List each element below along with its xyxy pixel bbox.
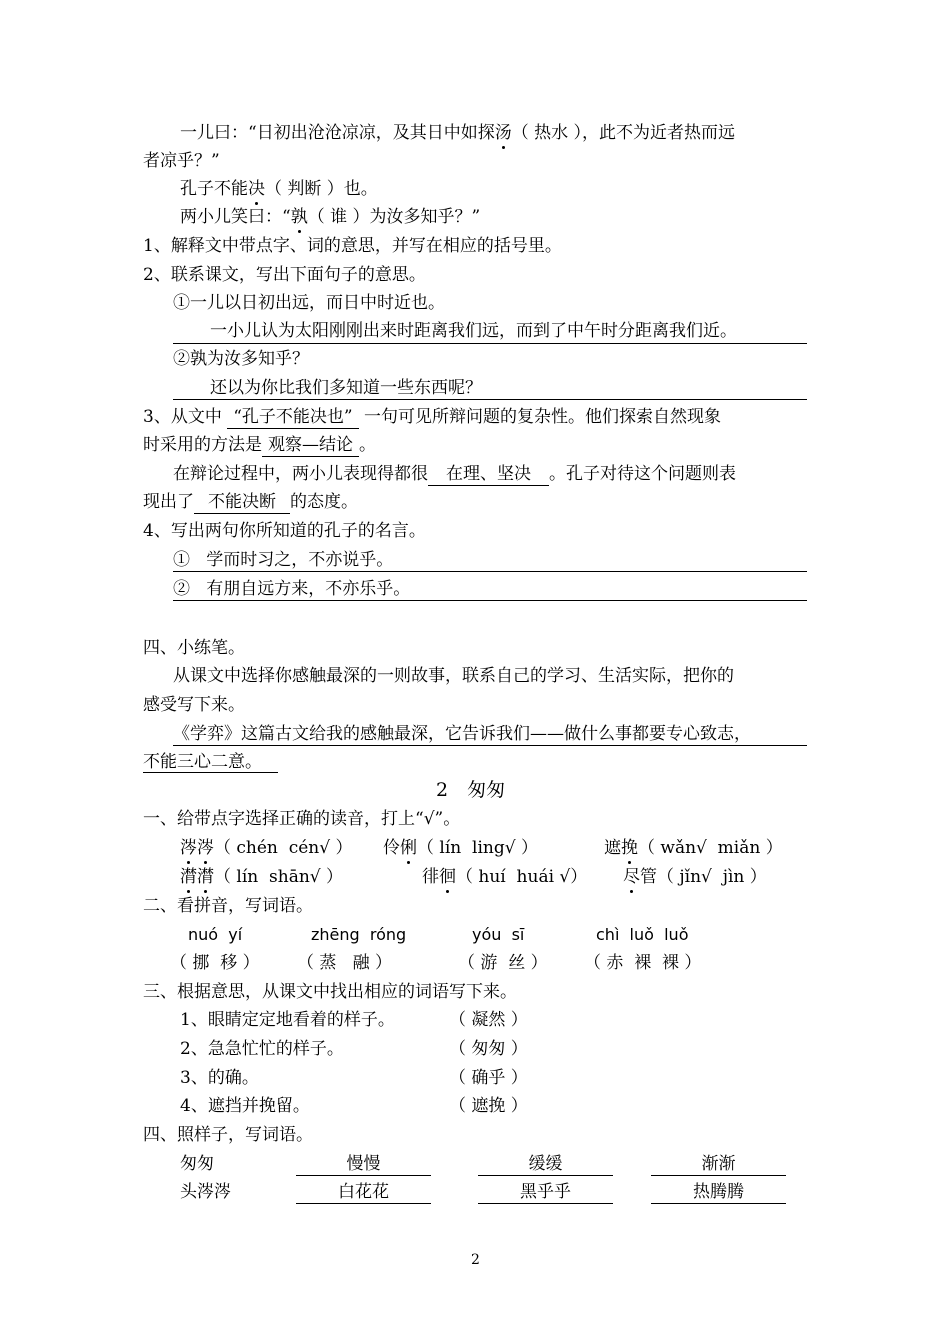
essay-answer: 《学弈》这篇古文给我的感触最深，它告诉我们——做什么事都要专心致志， xyxy=(173,724,751,744)
word-answer: （ 赤 裸 裸 ） xyxy=(584,953,702,973)
pinyin: nuó yí xyxy=(188,925,243,944)
reading-item: 徘徊（ huí huái √） xyxy=(422,867,588,887)
definition: 3、的确。 xyxy=(180,1068,259,1088)
lesson-title: 2 匆匆 xyxy=(436,779,506,801)
answer-2a: 一小儿认为太阳刚刚出来时距离我们远，而到了中午时分距离我们近。 xyxy=(210,321,737,341)
answer-blank: 不能决断 xyxy=(194,491,290,514)
question-2b: ②孰为汝多知乎？ xyxy=(173,349,309,369)
answer-blank: “孔子不能决也” xyxy=(227,406,358,429)
reading-item: 涔涔（ chén cén√ ） xyxy=(180,838,353,858)
reading-item: 尽管（ jǐn√ jìn ） xyxy=(623,867,767,887)
answer-blank: 在理、坚决 xyxy=(428,463,549,486)
question-2: 2、联系课文，写出下面句子的意思。 xyxy=(143,265,426,285)
definition-answer: （ 确乎 ） xyxy=(449,1068,528,1088)
pinyin: yóu sī xyxy=(472,925,525,944)
answer-4b: ② 有朋自远方来，不亦乐乎。 xyxy=(173,579,411,599)
question-3: 3、从文中 “孔子不能决也” 一句可见所辩问题的复杂性。他们探索自然现象 xyxy=(143,407,722,427)
answer-line xyxy=(173,600,807,601)
text-line: 者凉乎？” xyxy=(143,151,220,171)
page-number: 2 xyxy=(471,1252,480,1268)
text-line: 孔子不能决（ 判断 ）也。 xyxy=(180,179,378,199)
prompt-line: 从课文中选择你感触最深的一则故事，联系自己的学习、生活实际，把你的 xyxy=(173,666,734,686)
example-answer: 热腾腾 xyxy=(651,1181,786,1204)
essay-answer: 不能三心二意。 xyxy=(143,752,262,772)
section-4: 四、照样子，写词语。 xyxy=(143,1125,313,1145)
text-line: 一儿曰：“日初出沧沧凉凉，及其日中如探汤（ 热水 ），此不为近者热而远 xyxy=(180,123,736,143)
definition-answer: （ 凝然 ） xyxy=(449,1010,528,1030)
example-word: 匆匆 xyxy=(180,1154,214,1174)
example-answer: 缓缓 xyxy=(478,1153,613,1176)
text-line: 两小儿笑曰：“孰（ 谁 ）为汝多知乎？” xyxy=(180,207,481,227)
answer-line xyxy=(173,745,807,746)
answer-line xyxy=(143,772,278,773)
question-3-para: 在辩论过程中，两小儿表现得都很 在理、坚决 。孔子对待这个问题则表 xyxy=(173,464,736,484)
definition-answer: （ 遮挽 ） xyxy=(449,1096,528,1116)
definition: 1、眼睛定定地看着的样子。 xyxy=(180,1010,395,1030)
section-3: 三、根据意思，从课文中找出相应的词语写下来。 xyxy=(143,982,517,1002)
definition-answer: （ 匆匆 ） xyxy=(449,1039,528,1059)
answer-line xyxy=(173,571,807,572)
answer-blank: 观察—结论 xyxy=(262,434,359,457)
definition: 2、急急忙忙的样子。 xyxy=(180,1039,344,1059)
example-answer: 慢慢 xyxy=(296,1153,431,1176)
example-answer: 白花花 xyxy=(296,1181,431,1204)
word-answer: （ 蒸 融 ） xyxy=(297,953,393,973)
section-2: 二、看拼音，写词语。 xyxy=(143,896,313,916)
section-4-title: 四、小练笔。 xyxy=(143,638,245,658)
definition: 4、遮挡并挽留。 xyxy=(180,1096,310,1116)
word-answer: （ 挪 移 ） xyxy=(170,953,260,973)
question-4: 4、写出两句你所知道的孔子的名言。 xyxy=(143,521,426,541)
example-word: 头涔涔 xyxy=(180,1182,231,1202)
pinyin: zhēng róng xyxy=(311,925,407,944)
question-2a: ①一儿以日初出远，而日中时近也。 xyxy=(173,293,445,313)
reading-item: 伶俐（ lín ling√ ） xyxy=(383,838,538,858)
word-answer: （ 游 丝 ） xyxy=(458,953,548,973)
reading-item: 潸潸（ lín shān√ ） xyxy=(180,867,344,887)
reading-item: 遮挽（ wǎn√ miǎn ） xyxy=(604,838,783,858)
answer-line xyxy=(173,399,807,400)
example-answer: 渐渐 xyxy=(651,1153,786,1176)
answer-line xyxy=(173,343,807,344)
answer-4a: ① 学而时习之，不亦说乎。 xyxy=(173,550,394,570)
question-1: 1、解释文中带点字、词的意思，并写在相应的括号里。 xyxy=(143,236,562,256)
answer-2b: 还以为你比我们多知道一些东西呢？ xyxy=(210,378,482,398)
question-3-cont: 时采用的方法是 观察—结论 。 xyxy=(143,435,376,455)
pinyin: chì luǒ luǒ xyxy=(596,925,689,944)
question-3-para-cont: 现出了 不能决断 的态度。 xyxy=(143,492,358,512)
section-1: 一、给带点字选择正确的读音，打上“√”。 xyxy=(143,809,461,829)
example-answer: 黑乎乎 xyxy=(478,1181,613,1204)
prompt-line: 感受写下来。 xyxy=(143,695,245,715)
